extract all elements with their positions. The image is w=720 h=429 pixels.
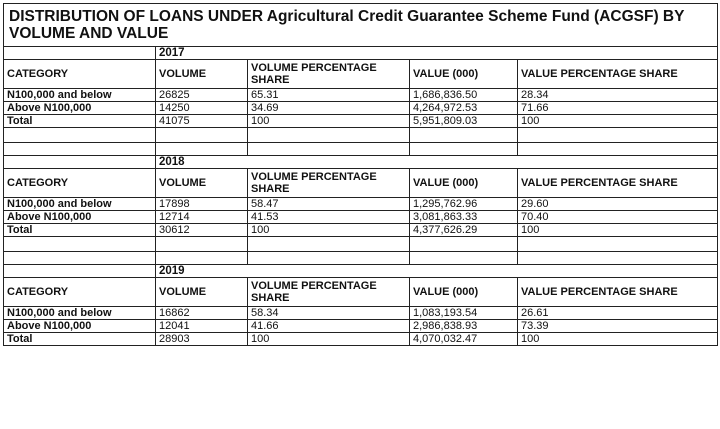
cell-volume: 30612 [156, 224, 248, 237]
table-row [4, 211, 718, 224]
header-volume-pct: VOLUME PERCENTAGE SHARE [248, 60, 410, 89]
cell-value-pct: 73.39 [518, 320, 718, 333]
cell-category: N100,000 and below [4, 307, 156, 320]
cell-category: Total [4, 333, 156, 346]
cell-value-pct: 29.60 [518, 198, 718, 211]
cell-value: 1,083,193.54 [410, 307, 518, 320]
cell-value: 3,081,863.33 [410, 211, 518, 224]
header-volume: VOLUME [156, 60, 248, 89]
cell-volume: 28903 [156, 333, 248, 346]
cell-volume-pct: 41.53 [248, 211, 410, 224]
table-row [4, 333, 718, 346]
header-value: VALUE (000) [410, 60, 518, 89]
table-row [4, 89, 718, 102]
empty-row [4, 252, 718, 265]
empty-cell [4, 156, 156, 169]
cell-value: 4,264,972.53 [410, 102, 518, 115]
cell-value-pct: 70.40 [518, 211, 718, 224]
cell-category: Above N100,000 [4, 320, 156, 333]
spreadsheet-sheet [3, 3, 717, 423]
cell-volume: 12041 [156, 320, 248, 333]
cell-volume-pct: 34.69 [248, 102, 410, 115]
table-row [4, 320, 718, 333]
cell-volume-pct: 58.47 [248, 198, 410, 211]
cell-value-pct: 26.61 [518, 307, 718, 320]
cell-volume-pct: 65.31 [248, 89, 410, 102]
header-volume-pct: VOLUME PERCENTAGE SHARE [248, 278, 410, 307]
year-label-2018: 2018 [156, 156, 718, 169]
loan-distribution-table [3, 3, 718, 346]
header-category: CATEGORY [4, 278, 156, 307]
header-value: VALUE (000) [410, 278, 518, 307]
header-category: CATEGORY [4, 169, 156, 198]
cell-value: 1,295,762.96 [410, 198, 518, 211]
cell-volume-pct: 100 [248, 333, 410, 346]
cell-category: N100,000 and below [4, 89, 156, 102]
cell-category: Above N100,000 [4, 102, 156, 115]
cell-value-pct: 71.66 [518, 102, 718, 115]
table-row [4, 307, 718, 320]
cell-category: Total [4, 224, 156, 237]
empty-cell [4, 47, 156, 60]
cell-category: Total [4, 115, 156, 128]
table-row [4, 198, 718, 211]
cell-volume: 17898 [156, 198, 248, 211]
cell-volume: 41075 [156, 115, 248, 128]
cell-value-pct: 100 [518, 224, 718, 237]
cell-volume-pct: 100 [248, 115, 410, 128]
year-label-2017: 2017 [156, 47, 718, 60]
year-label-2019: 2019 [156, 265, 718, 278]
header-value: VALUE (000) [410, 169, 518, 198]
table-row [4, 224, 718, 237]
header-value-pct: VALUE PERCENTAGE SHARE [518, 60, 718, 89]
header-value-pct: VALUE PERCENTAGE SHARE [518, 169, 718, 198]
header-category: CATEGORY [4, 60, 156, 89]
cell-volume-pct: 58.34 [248, 307, 410, 320]
cell-volume-pct: 41.66 [248, 320, 410, 333]
table-row [4, 102, 718, 115]
table-row [4, 115, 718, 128]
cell-volume: 26825 [156, 89, 248, 102]
cell-value-pct: 28.34 [518, 89, 718, 102]
header-value-pct: VALUE PERCENTAGE SHARE [518, 278, 718, 307]
empty-row [4, 128, 718, 143]
cell-volume: 14250 [156, 102, 248, 115]
cell-volume-pct: 100 [248, 224, 410, 237]
table-title: DISTRIBUTION OF LOANS UNDER Agricultural Credit Guarantee Scheme Fund (ACGSF) BY VOLUME AND VALUE [4, 4, 718, 47]
header-volume: VOLUME [156, 169, 248, 198]
header-volume: VOLUME [156, 278, 248, 307]
cell-value: 4,070,032.47 [410, 333, 518, 346]
cell-volume: 16862 [156, 307, 248, 320]
empty-row [4, 143, 718, 156]
empty-row [4, 237, 718, 252]
cell-value-pct: 100 [518, 333, 718, 346]
cell-value: 5,951,809.03 [410, 115, 518, 128]
cell-value: 4,377,626.29 [410, 224, 518, 237]
cell-value-pct: 100 [518, 115, 718, 128]
header-volume-pct: VOLUME PERCENTAGE SHARE [248, 169, 410, 198]
cell-value: 2,986,838.93 [410, 320, 518, 333]
cell-category: N100,000 and below [4, 198, 156, 211]
cell-volume: 12714 [156, 211, 248, 224]
cell-value: 1,686,836.50 [410, 89, 518, 102]
empty-cell [4, 265, 156, 278]
cell-category: Above N100,000 [4, 211, 156, 224]
